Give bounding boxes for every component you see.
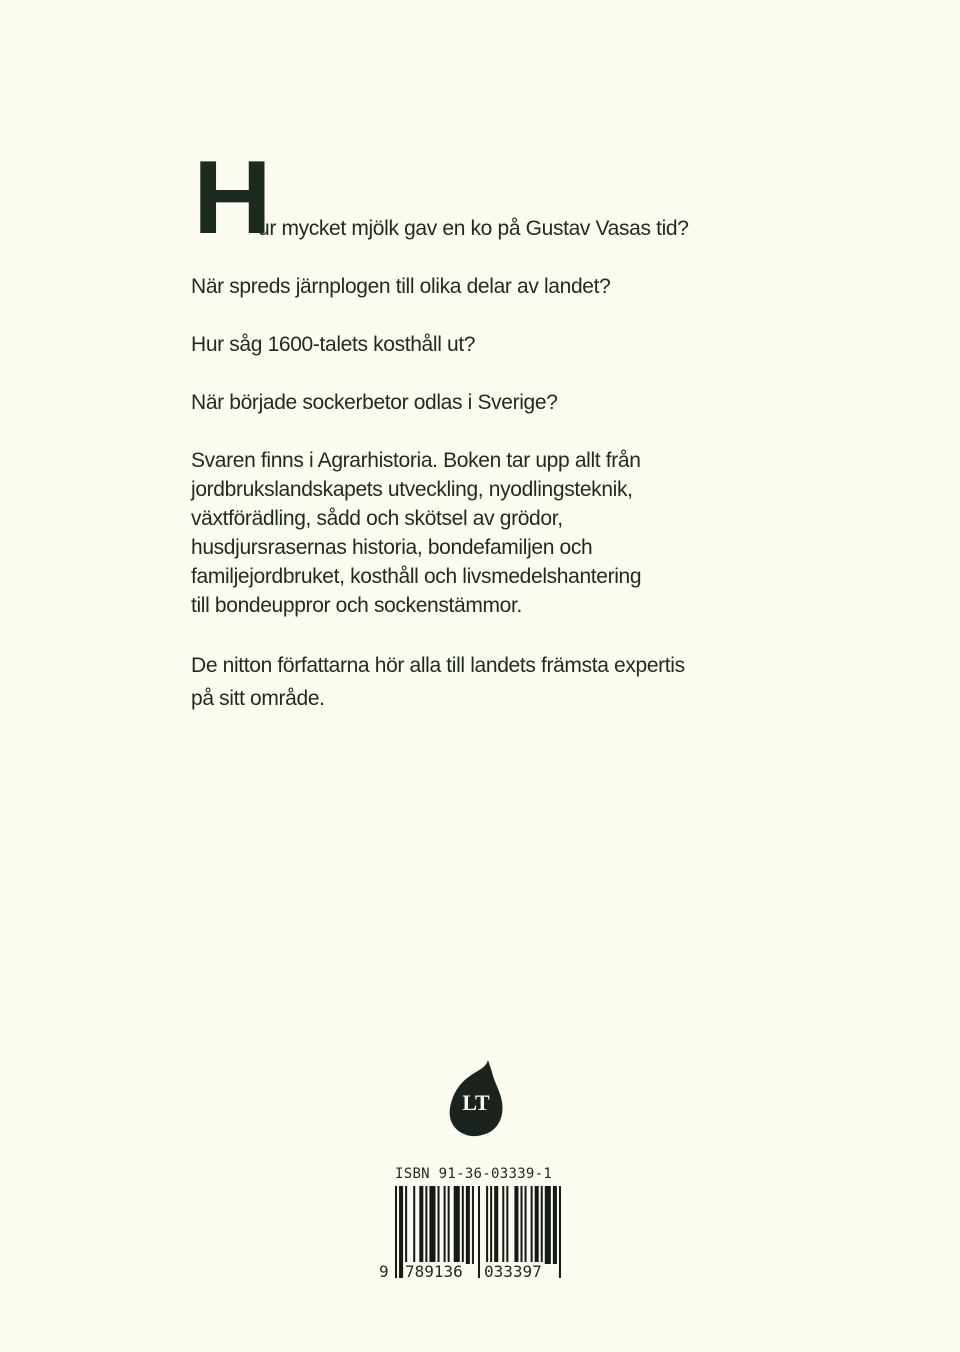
authors-paragraph: [191, 649, 685, 715]
barcode-bar: [425, 1186, 427, 1264]
barcode-bar: [514, 1186, 518, 1264]
body-line: Svaren finns i Agrarhistoria. Boken tar upp allt från: [191, 449, 641, 472]
body-line: husdjursrasernas historia, bondefamiljen och: [191, 536, 593, 559]
barcode-bar: [502, 1186, 504, 1264]
question-2: När spreds järnplogen till olika delar av landet?: [191, 275, 611, 298]
barcode-bar: [419, 1186, 423, 1264]
barcode-bar: [405, 1186, 407, 1264]
barcode-bar: [462, 1186, 464, 1264]
body-line: växtförädling, sådd och skötsel av grödor,: [191, 507, 563, 530]
barcode-bar: [545, 1186, 551, 1264]
barcode-bar: [395, 1186, 397, 1278]
barcode-bar: [399, 1186, 403, 1278]
barcode-bar: [448, 1186, 450, 1264]
barcode-bar: [525, 1186, 527, 1264]
barcode-bar: [559, 1186, 561, 1278]
barcode-bar: [413, 1186, 415, 1264]
ean-first-digit: 9: [379, 1262, 389, 1281]
barcode-bar: [429, 1186, 435, 1264]
barcode-bar: [472, 1186, 474, 1264]
body-line: till bondeuppror och sockenstämmor.: [191, 594, 522, 617]
question-3: Hur såg 1600-talets kosthåll ut?: [191, 333, 476, 356]
question-4: När började sockerbetor odlas i Sverige?: [191, 391, 558, 414]
barcode-bar: [506, 1186, 508, 1264]
barcode-bar: [466, 1186, 470, 1264]
barcode-bar: [531, 1186, 533, 1264]
barcode-bar: [478, 1186, 480, 1278]
body-line: familjejordbruket, kosthåll och livsmedelshantering: [191, 565, 642, 588]
authors-line: på sitt område.: [191, 687, 325, 710]
barcode-bar: [520, 1186, 522, 1264]
barcode-bar: [490, 1186, 492, 1264]
publisher-logo: [448, 1060, 504, 1138]
ean-right-digits: 033397: [484, 1262, 542, 1281]
barcode-bar: [438, 1186, 440, 1264]
barcode-bar: [541, 1186, 543, 1264]
drop-cap: H: [193, 140, 272, 256]
body-line: jordbrukslandskapets utveckling, nyodlingsteknik,: [191, 478, 633, 501]
ean-left-digits: 789136: [405, 1262, 463, 1281]
isbn-label: ISBN 91-36-03339-1: [395, 1166, 553, 1182]
barcode-bar: [535, 1186, 539, 1264]
question-1: ur mycket mjölk gav en ko på Gustav Vasas tid?: [258, 217, 689, 240]
body-paragraph: [191, 446, 641, 620]
barcode-bar: [444, 1186, 446, 1264]
barcode-bar: [454, 1186, 460, 1264]
barcode-bar: [494, 1186, 498, 1264]
barcode-bar: [553, 1186, 557, 1264]
authors-line: De nitton författarna hör alla till landets främsta expertis: [191, 654, 685, 677]
logo-text: LT: [462, 1090, 490, 1115]
